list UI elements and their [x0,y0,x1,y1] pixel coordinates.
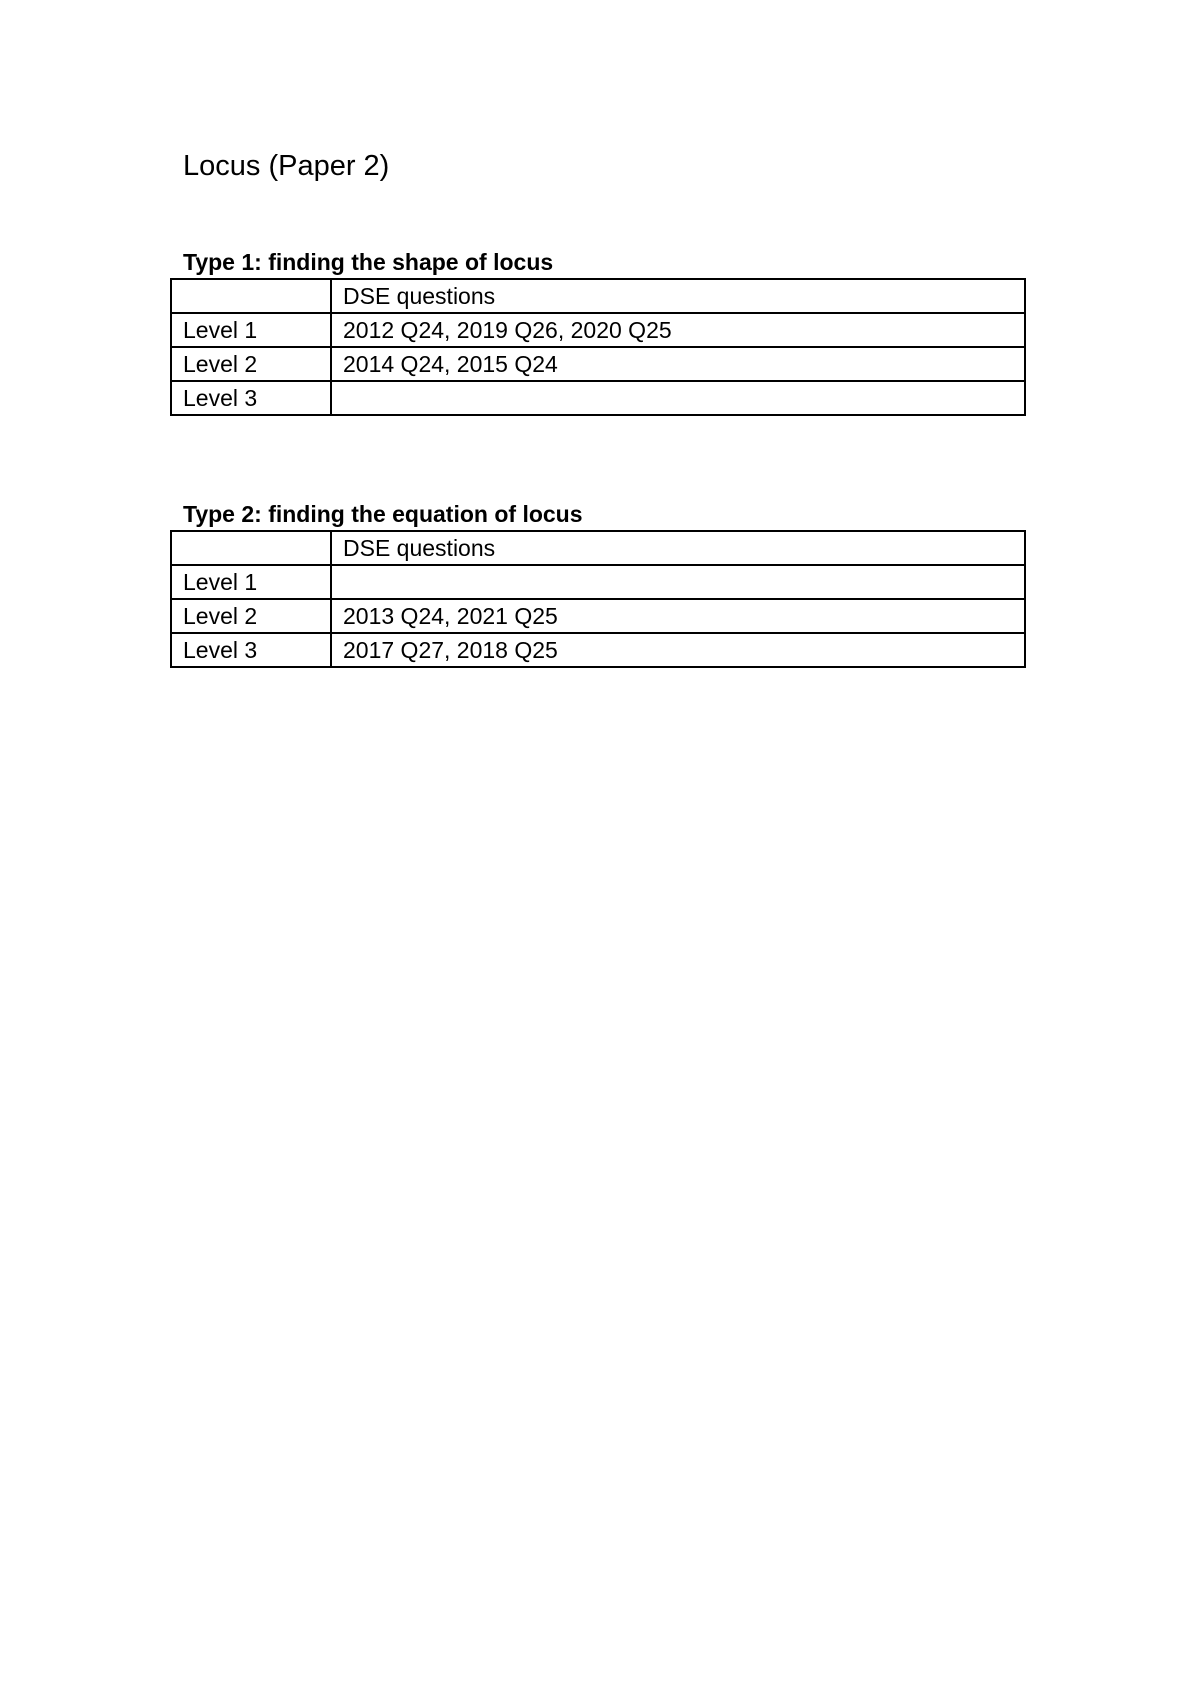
table-header-row [171,279,1025,313]
questions-cell [331,565,1025,599]
section-heading-type-2: Type 2: finding the equation of locus [183,501,583,527]
table-row [171,633,1025,667]
level-cell: Level 3 [171,381,331,415]
questions-cell: 2013 Q24, 2021 Q25 [331,599,1025,633]
level-cell: Level 2 [171,599,331,633]
table-row [171,347,1025,381]
questions-cell [331,381,1025,415]
dse-questions-table-type-1 [170,278,1026,416]
table-row [171,313,1025,347]
questions-cell: 2014 Q24, 2015 Q24 [331,347,1025,381]
table-row [171,599,1025,633]
level-cell: Level 1 [171,565,331,599]
table-row [171,565,1025,599]
level-cell: Level 2 [171,347,331,381]
column-header-level [171,531,331,565]
questions-cell: 2017 Q27, 2018 Q25 [331,633,1025,667]
dse-questions-table-type-2 [170,530,1026,668]
table-header-row [171,531,1025,565]
table-row [171,381,1025,415]
column-header-dse-questions: DSE questions [331,279,1025,313]
level-cell: Level 3 [171,633,331,667]
column-header-level [171,279,331,313]
level-cell: Level 1 [171,313,331,347]
section-heading-type-1: Type 1: finding the shape of locus [183,249,554,275]
page-title: Locus (Paper 2) [183,150,390,182]
questions-cell: 2012 Q24, 2019 Q26, 2020 Q25 [331,313,1025,347]
column-header-dse-questions: DSE questions [331,531,1025,565]
